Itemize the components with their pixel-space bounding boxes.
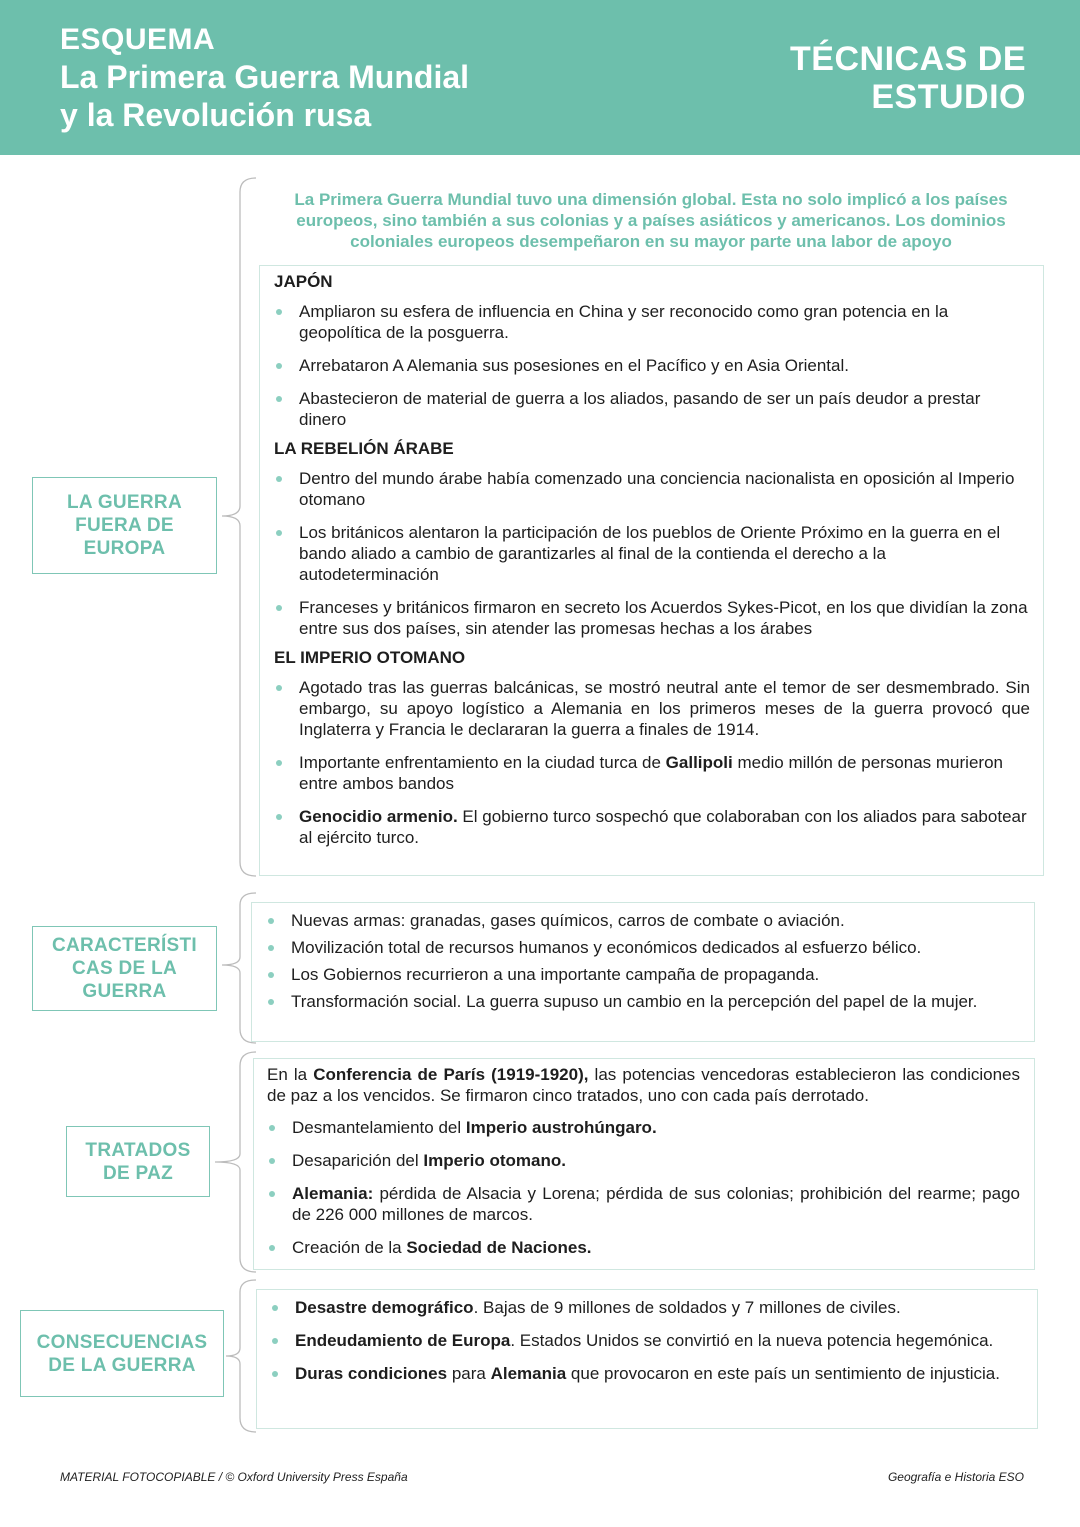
content-caracteristicas <box>266 910 1021 1018</box>
list-rebelion-arabe <box>274 468 1030 639</box>
list-consecuencias <box>270 1297 1024 1384</box>
label-line: CARACTERÍSTI <box>51 935 198 956</box>
bold-run: Alemania <box>490 1364 567 1383</box>
label-line: LA GUERRA <box>67 492 182 513</box>
text-run: Desmantelamiento del <box>292 1118 466 1137</box>
label-line: FUERA DE <box>75 515 174 536</box>
header-title-line1: La Primera Guerra Mundial <box>60 59 470 95</box>
list-item: Franceses y británicos firmaron en secreto los Acuerdos Sykes-Picot, en los que dividían la zona entre sus dos países, sin atender las promesas hechas a los árabes <box>274 597 1030 639</box>
list-item <box>267 1237 1020 1258</box>
list-item <box>267 1117 1020 1138</box>
brace-guerra-fuera <box>218 176 258 878</box>
text-run: . Estados Unidos se convirtió en la nueva potencia hegemónica. <box>510 1331 994 1350</box>
section-title-imperio-otomano: EL IMPERIO OTOMANO <box>274 648 466 667</box>
intro-dimension-global: La Primera Guerra Mundial tuvo una dimensión global. Esta no solo implicó a los países europeos, sino también a sus colonias y a países asiáticos y americanos. Los dominios coloniales europeos desempeñaron en su mayor parte una labor de apoyo <box>294 190 1008 251</box>
bold-run: Conferencia de París (1919-1920), <box>313 1065 589 1084</box>
text-run: que provocaron en este país un sentimiento de injusticia. <box>566 1364 1000 1383</box>
section-title-japon: JAPÓN <box>274 272 333 291</box>
section-title-rebelion-arabe: LA REBELIÓN ÁRABE <box>274 439 454 458</box>
content-guerra-fuera <box>274 271 1030 860</box>
list-item <box>270 1330 1024 1351</box>
list-item <box>267 1150 1020 1171</box>
text-run: Importante enfrentamiento en la ciudad turca de <box>299 753 666 772</box>
label-line: CAS DE LA <box>71 958 178 979</box>
list-item: Abastecieron de material de guerra a los aliados, pasando de ser un país deudor a prestar dinero <box>274 388 1030 430</box>
list-item: Arrebataron A Alemania sus posesiones en el Pacífico y en Asia Oriental. <box>274 355 1030 376</box>
list-item: Los británicos alentaron la participación de los pueblos de Oriente Próximo en la guerra en el bando aliado a cambio de garantizarles al final de la contienda el derecho a la autodeterminación <box>274 522 1030 585</box>
content-consecuencias <box>270 1297 1024 1396</box>
list-caracteristicas <box>266 910 1021 1012</box>
list-tratados <box>267 1117 1020 1258</box>
label-consecuencias-guerra <box>20 1310 224 1397</box>
list-item: Los Gobiernos recurrieron a una importante campaña de propaganda. <box>266 964 1021 985</box>
list-item: Dentro del mundo árabe había comenzado una conciencia nacionalista en oposición al Imperio otomano <box>274 468 1030 510</box>
label-line: DE LA GUERRA <box>48 1354 196 1376</box>
list-item: Transformación social. La guerra supuso un cambio en la percepción del papel de la mujer. <box>266 991 1021 1012</box>
bold-run: Imperio otomano. <box>423 1151 566 1170</box>
brace-tratados <box>211 1050 258 1274</box>
text-run: pérdida de Alsacia y Lorena; pérdida de sus colonias; prohibición del rearme; pago de 226 000 millones de marcos. <box>292 1184 1020 1224</box>
brace-consecuencias <box>224 1278 258 1434</box>
header-section-line2: ESTUDIO <box>871 78 1026 116</box>
text-run: Creación de la <box>292 1238 407 1257</box>
list-item <box>270 1297 1024 1318</box>
label-line: CONSECUENCIAS <box>36 1331 208 1353</box>
bold-run: Alemania: <box>292 1184 374 1203</box>
text-run: . Bajas de 9 millones de soldados y 7 millones de civiles. <box>473 1298 901 1317</box>
list-item <box>270 1363 1024 1384</box>
bold-run: Genocidio armenio. <box>299 807 458 826</box>
list-item: Nuevas armas: granadas, gases químicos, carros de combate o aviación. <box>266 910 1021 931</box>
text-run: Desaparición del <box>292 1151 424 1170</box>
label-line: GUERRA <box>82 981 167 1002</box>
bold-run: Endeudamiento de Europa <box>295 1331 511 1350</box>
bold-run: Gallipoli <box>665 753 733 772</box>
list-imperio-otomano <box>274 677 1030 848</box>
label-caracteristicas-guerra <box>32 926 217 1011</box>
bold-run: Duras condiciones <box>295 1364 448 1383</box>
list-item: Movilización total de recursos humanos y económicos dedicados al esfuerzo bélico. <box>266 937 1021 958</box>
list-item: Ampliaron su esfera de influencia en China y ser reconocido como gran potencia en la geopolítica de la posguerra. <box>274 301 1030 343</box>
list-item <box>267 1183 1020 1225</box>
list-japon <box>274 301 1030 430</box>
text-run: para <box>447 1364 491 1383</box>
list-item: Agotado tras las guerras balcánicas, se mostró neutral ante el temor de ser desmembrado. Sin embargo, su apoyo logístico a Alemania en los primeros meses de la guerra provocó que Inglaterra y Francia le declararan la guerra a finales de 1914. <box>274 677 1030 740</box>
tratados-intro <box>267 1064 1020 1106</box>
footer-subject: Geografía e Historia ESO <box>887 1470 1024 1484</box>
label-tratados-paz <box>66 1126 210 1197</box>
list-item <box>274 752 1030 794</box>
content-tratados <box>267 1064 1020 1270</box>
text-run: El gobierno turco sospechó que colaboraban con los aliados para sabotear al ejército turco. <box>299 807 1027 847</box>
header-section-line1: TÉCNICAS DE <box>790 40 1026 78</box>
header-title-line2: y la Revolución rusa <box>60 97 372 133</box>
text-run: En la <box>267 1065 314 1084</box>
bold-run: Imperio austrohúngaro. <box>465 1118 657 1137</box>
header-kicker: ESQUEMA <box>60 23 216 56</box>
bold-run: Sociedad de Naciones. <box>406 1238 592 1257</box>
list-item <box>274 806 1030 848</box>
label-guerra-fuera-europa <box>32 477 217 574</box>
label-line: EUROPA <box>83 538 166 559</box>
label-line: TRATADOS <box>85 1139 191 1161</box>
text-run: las potencias vencedoras establecieron las condiciones de paz a los vencidos. Se firmaron cinco tratados, uno con cada país derrotado. <box>267 1065 1020 1105</box>
footer-copyright: MATERIAL FOTOCOPIABLE / © Oxford University Press España <box>60 1470 408 1484</box>
text-run: medio millón de personas murieron entre ambos bandos <box>299 753 1003 793</box>
bold-run: Desastre demográfico <box>295 1298 474 1317</box>
header-banner <box>0 0 1080 155</box>
header-section-block <box>790 40 1026 116</box>
label-line: DE PAZ <box>102 1162 174 1184</box>
header-title-block <box>60 22 469 134</box>
